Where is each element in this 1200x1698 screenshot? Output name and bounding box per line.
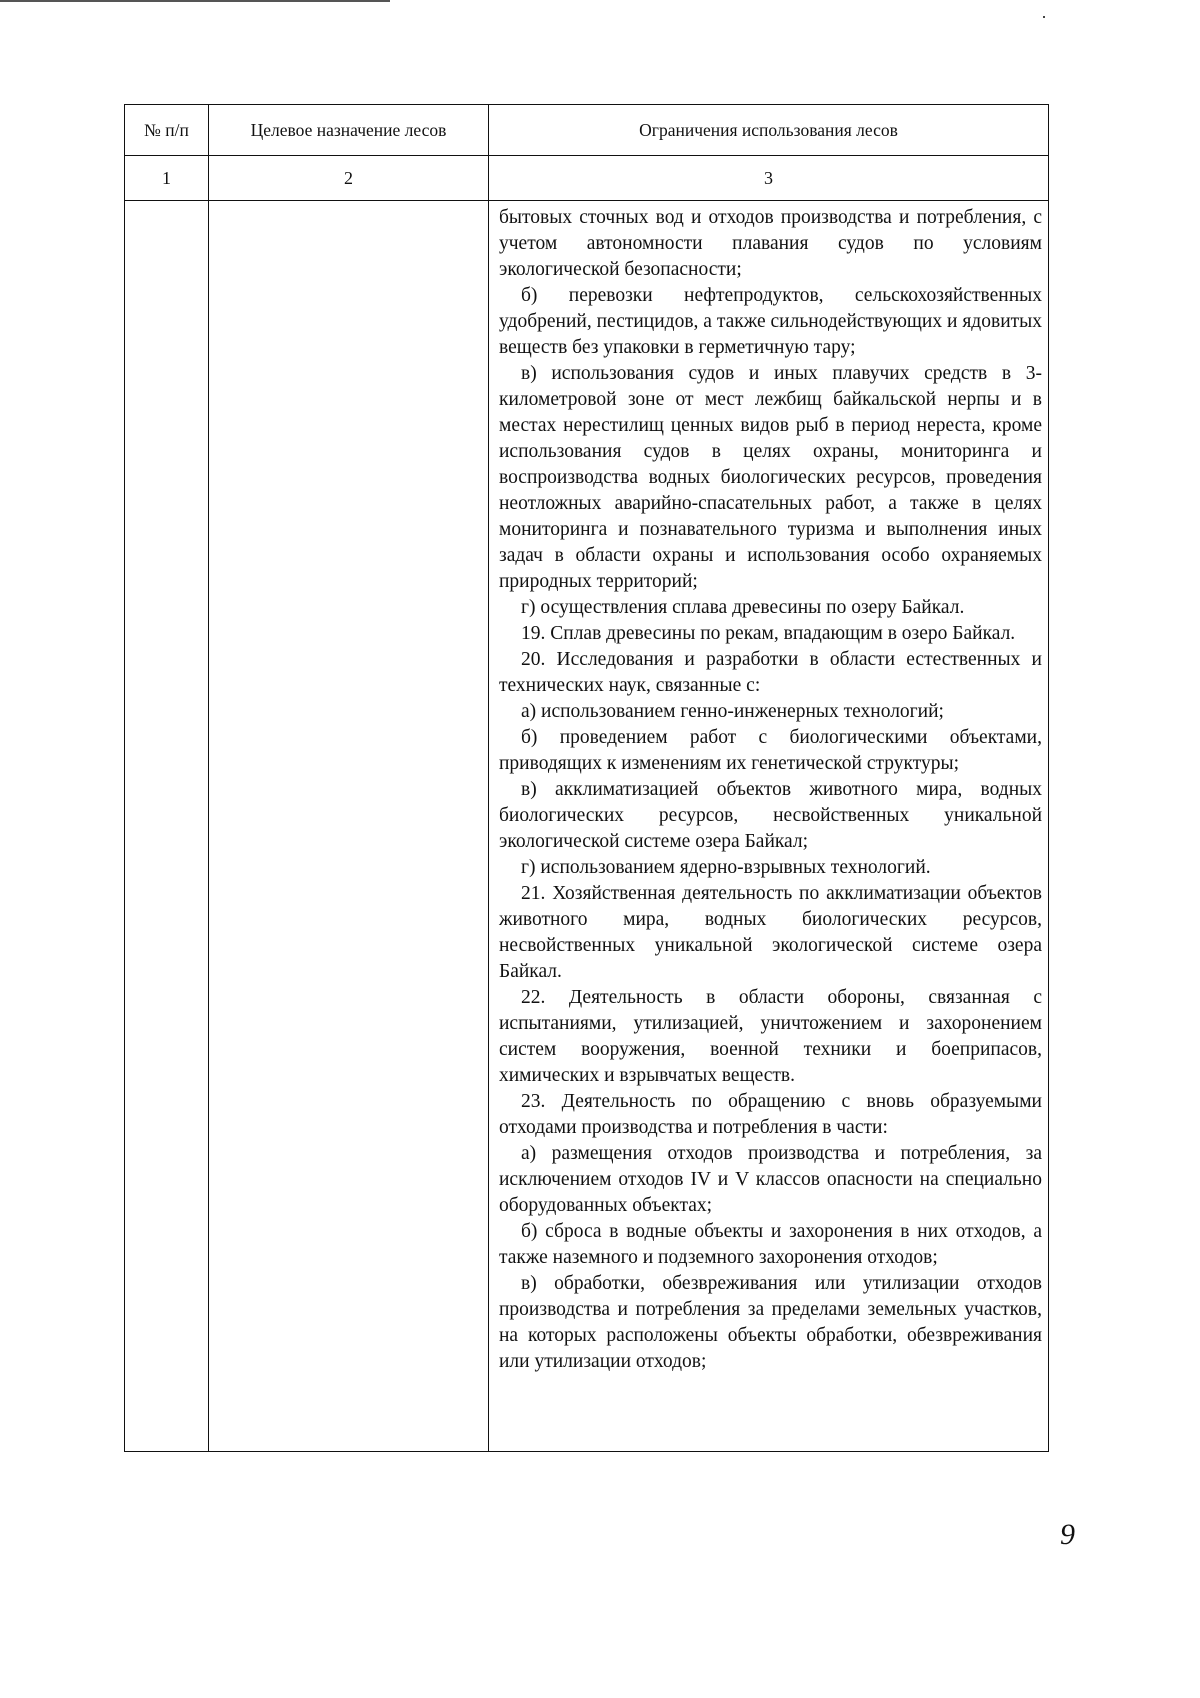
restriction-paragraph: в) акклиматизацией объектов животного мира, водных биологических ресурсов, несвойственных уникальной экологической системе озера Байкал;	[499, 779, 1042, 852]
header-usage-restrictions: Ограничения использования лесов	[489, 105, 1049, 156]
cell-number-empty	[125, 201, 209, 1452]
restriction-paragraph: б) перевозки нефтепродуктов, сельскохозяйственных удобрений, пестицидов, а также сильнодействующих и ядовитых веществ без упаковки в герметичную тару;	[499, 285, 1042, 358]
cell-purpose-empty	[209, 201, 489, 1452]
restrictions-table	[124, 104, 1049, 1452]
restriction-paragraph: г) осуществления сплава древесины по озеру Байкал.	[521, 597, 965, 618]
restriction-paragraph: в) обработки, обезвреживания или утилизации отходов производства и потребления за пределами земельных участков, на которых расположены объекты обработки, обезвреживания или утилизации отходов;	[499, 1273, 1042, 1372]
restriction-paragraph: а) размещения отходов производства и потребления, за исключением отходов IV и V классов опасности на специально оборудованных объектах;	[499, 1143, 1042, 1216]
restriction-paragraph: а) использованием генно-инженерных технологий;	[521, 701, 944, 722]
table-row	[125, 201, 1049, 1452]
restriction-paragraph: 23. Деятельность по обращению с вновь образуемыми отходами производства и потребления в части:	[499, 1091, 1042, 1138]
restriction-paragraph: 19. Сплав древесины по рекам, впадающим в озеро Байкал.	[521, 623, 1016, 644]
restriction-paragraph: 22. Деятельность в области обороны, связанная с испытаниями, утилизацией, уничтожением и захоронением систем вооружения, военной техники и боеприпасов, химических и взрывчатых веществ.	[499, 987, 1042, 1086]
cell-restrictions	[489, 201, 1049, 1452]
header-forest-purpose: Целевое назначение лесов	[209, 105, 489, 156]
restrictions-text	[489, 201, 1048, 1375]
column-number-2: 2	[209, 156, 489, 201]
restriction-paragraph: 20. Исследования и разработки в области естественных и технических наук, связанные с:	[499, 649, 1042, 696]
column-number-3: 3	[489, 156, 1049, 201]
page-number: 9	[1060, 1518, 1075, 1551]
restriction-paragraph: б) сброса в водные объекты и захоронения в них отходов, а также наземного и подземного захоронения отходов;	[499, 1221, 1042, 1268]
scan-speck	[1043, 16, 1045, 18]
table-header-row	[125, 105, 1049, 156]
restriction-paragraph: б) проведением работ с биологическими объектами, приводящих к изменениям их генетической структуры;	[499, 727, 1042, 774]
restriction-paragraph: бытовых сточных вод и отходов производства и потребления, с учетом автономности плавания судов по условиям экологической безопасности;	[499, 207, 1042, 280]
header-number: № п/п	[125, 105, 209, 156]
scan-top-line	[0, 0, 390, 2]
restriction-paragraph: 21. Хозяйственная деятельность по акклиматизации объектов животного мира, водных биологических ресурсов, несвойственных уникальной экологической системе озера Байкал.	[499, 883, 1042, 982]
restriction-paragraph: в) использования судов и иных плавучих средств в 3-километровой зоне от мест лежбищ байкальской нерпы и в местах нерестилищ ценных видов рыб в период нереста, кроме использования судов в целях охраны, мониторинга и воспроизводства водных биологических ресурсов, проведения неотложных аварийно-спасательных работ, а также в целях мониторинга и познавательного туризма и выполнения иных задач в области охраны и использования особо охраняемых природных территорий;	[499, 363, 1042, 592]
restriction-paragraph: г) использованием ядерно-взрывных технологий.	[521, 857, 931, 878]
column-number-1: 1	[125, 156, 209, 201]
column-number-row	[125, 156, 1049, 201]
